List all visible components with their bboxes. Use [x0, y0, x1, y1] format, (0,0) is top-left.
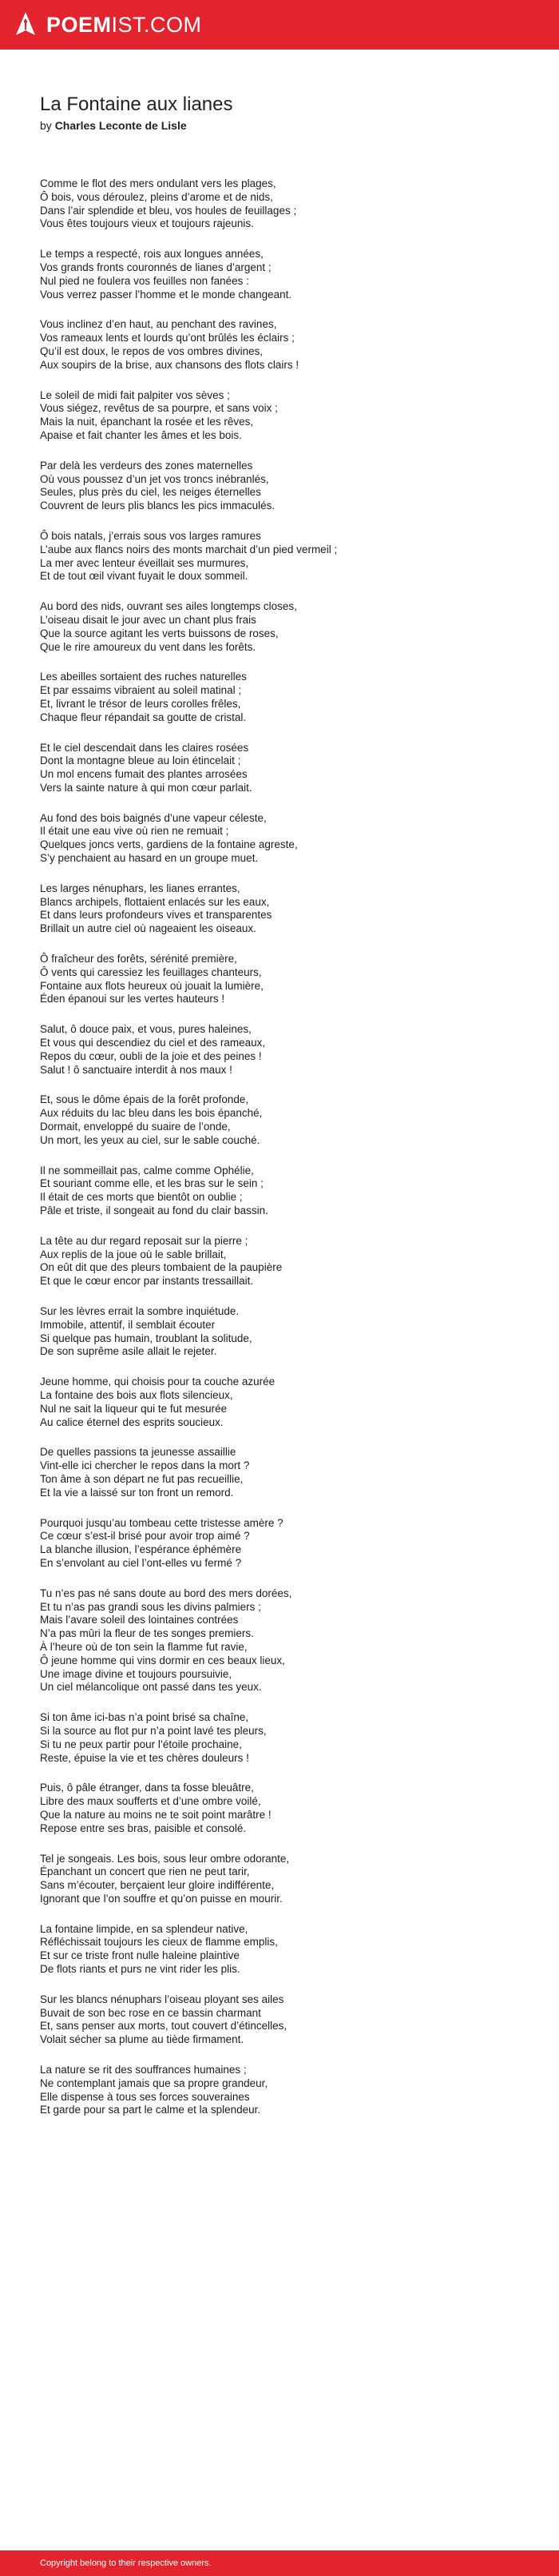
- stanza: [40, 953, 535, 1006]
- poem-line: En s’envolant au ciel l’ont-elles vu fermé ?: [40, 1556, 242, 1569]
- stanza: [40, 1711, 535, 1765]
- stanza: [40, 742, 535, 795]
- poem-line: Fontaine aux flots heureux où jouait la lumière,: [40, 979, 264, 992]
- stanza: [40, 2064, 535, 2117]
- poem-line: Les larges nénuphars, les lianes errantes,: [40, 882, 240, 894]
- poem-line: Vous inclinez d’en haut, au penchant des ravines,: [40, 318, 277, 331]
- poem-line: Dormait, enveloppé du suaire de l’onde,: [40, 1121, 231, 1133]
- poem-line: On eût dit que des pleurs tombaient de la paupière: [40, 1261, 283, 1274]
- poem-line: Le temps a respecté, rois aux longues années,: [40, 248, 264, 261]
- poem-line: Ton âme à son départ ne fut pas recueillie,: [40, 1472, 244, 1485]
- poem-line: Il ne sommeillait pas, calme comme Ophélie,: [40, 1164, 254, 1177]
- poem-line: Blancs archipels, flottaient enlacés sur les eaux,: [40, 895, 270, 908]
- poem-line: Sur les blancs nénuphars l’oiseau ployant ses ailes: [40, 1993, 284, 2005]
- poem-line: Puis, ô pâle étranger, dans ta fosse bleuâtre,: [40, 1782, 254, 1794]
- poem-line: Une image divine et toujours poursuivie,: [40, 1667, 232, 1680]
- poem-line: Nul ne sait la liqueur qui te fut mesurée: [40, 1402, 228, 1415]
- stanza: [40, 600, 535, 654]
- stanza: [40, 1993, 535, 2047]
- poem-line: Vos rameaux lents et lourds qu’ont brûlés les éclairs ;: [40, 332, 295, 344]
- poem-line: Comme le flot des mers ondulant vers les plages,: [40, 177, 276, 189]
- stanza: [40, 248, 535, 301]
- poem-line: Ô fraîcheur des forêts, sérénité première,: [40, 953, 237, 966]
- poem-line: Le soleil de midi fait palpiter vos sèves ;: [40, 388, 230, 401]
- poem-line: Brillait un autre ciel où nageaient les oiseaux.: [40, 922, 256, 935]
- poem-line: Couvrent de leurs plis blancs les pics immaculés.: [40, 500, 276, 512]
- stanza: [40, 530, 535, 583]
- poem-line: Au fond des bois baignés d’une vapeur céleste,: [40, 811, 267, 824]
- poem-line: Apaise et fait chanter les âmes et les bois.: [40, 428, 242, 441]
- poem-line: Chaque fleur répandait sa goutte de cristal.: [40, 711, 247, 723]
- site-name: POEMIST.COM: [46, 13, 202, 37]
- poem-line: La tête au dur regard reposait sur la pierre ;: [40, 1234, 248, 1247]
- poem-line: Vous verrez passer l’homme et le monde changeant.: [40, 288, 292, 301]
- stanza: [40, 1376, 535, 1429]
- poem-line: Tu n’es pas né sans doute au bord des mers dorées,: [40, 1587, 292, 1599]
- poem-line: L’aube aux flancs noirs des monts marchait d’un pied vermeil ;: [40, 543, 338, 555]
- poem-line: L’oiseau disait le jour avec un chant plus frais: [40, 613, 256, 626]
- poem-line: Sur les lèvres errait la sombre inquiétude.: [40, 1305, 240, 1317]
- poem-line: Dans l’air splendide et bleu, vos houles de feuillages ;: [40, 204, 297, 217]
- poem-line: Réfléchissait toujours les cieux de flamme emplis,: [40, 1936, 278, 1949]
- poem-line: Salut ! ô sanctuaire interdit à nos maux !: [40, 1063, 232, 1076]
- poem-line: Et garde pour sa part le calme et la splendeur.: [40, 2104, 261, 2116]
- poem-line: Et sur ce triste front nulle haleine plaintive: [40, 1949, 240, 1962]
- copyright-text: Copyright belong to their respective owners.: [40, 2558, 212, 2568]
- stanza: [40, 1587, 535, 1694]
- pen-nib-icon: [14, 11, 37, 38]
- poem-line: La blanche illusion, l’espérance éphémère: [40, 1543, 242, 1556]
- byline: [40, 118, 187, 133]
- stanza: [40, 460, 535, 513]
- poem-line: Si la source au flot pur n’a point lavé tes pleurs,: [40, 1724, 267, 1737]
- author-link[interactable]: Charles Leconte de Lisle: [54, 119, 187, 132]
- poem-line: Et de tout œil vivant fuyait le doux sommeil.: [40, 570, 248, 583]
- poem-line: Buvait de son bec rose en ce bassin charmant: [40, 2006, 261, 2019]
- poem-line: Et souriant comme elle, et les bras sur le sein ;: [40, 1177, 264, 1190]
- stanza: [40, 1853, 535, 1906]
- poem-line: Jeune homme, qui choisis pour ta couche azurée: [40, 1376, 276, 1388]
- poem-line: Vous siégez, revêtus de sa pourpre, et sans voix ;: [40, 402, 278, 415]
- poem-body: [40, 177, 535, 2134]
- poem-title: La Fontaine aux lianes: [40, 94, 233, 115]
- stanza: [40, 1517, 535, 1571]
- poem-line: La nature se rit des souffrances humaines ;: [40, 2064, 247, 2076]
- poem-line: Reste, épuise la vie et tes chères douleurs !: [40, 1751, 249, 1764]
- poem-line: Vers la sainte nature à qui mon cœur parlait.: [40, 781, 252, 794]
- stanza: [40, 389, 535, 443]
- poem-line: Volait sécher sa plume au tiède firmament.: [40, 2033, 244, 2046]
- poem-line: Ô bois, vous déroulez, pleins d’arome et de nids,: [40, 190, 273, 203]
- poem-line: Ce cœur s’est-il brisé pour avoir trop aimé ?: [40, 1530, 250, 1543]
- poem-line: De son suprême asile allait le rejeter.: [40, 1345, 217, 1358]
- poem-line: Ignorant que l’on souffre et qu’on puisse en mourir.: [40, 1892, 283, 1905]
- stanza: [40, 1165, 535, 1218]
- poem-line: Un mort, les yeux au ciel, sur le sable couché.: [40, 1133, 260, 1146]
- stanza: [40, 1305, 535, 1359]
- stanza: [40, 812, 535, 866]
- poem-line: Ô vents qui caressiez les feuillages chanteurs,: [40, 966, 262, 978]
- poem-line: Repose entre ses bras, paisible et consolé.: [40, 1822, 247, 1834]
- poem-line: Par delà les verdeurs des zones maternelles: [40, 459, 253, 472]
- poem-line: De flots riants et purs ne vint rider les plis.: [40, 1963, 240, 1976]
- poem-line: Salut, ô douce paix, et vous, pures haleines,: [40, 1023, 252, 1036]
- poem-line: Au calice éternel des esprits soucieux.: [40, 1415, 224, 1428]
- stanza: [40, 1235, 535, 1288]
- poem-line: Un ciel mélancolique ont passé dans tes yeux.: [40, 1681, 262, 1694]
- poem-line: Et, livrant le trésor de leurs corolles frêles,: [40, 697, 241, 710]
- poem-line: Vous êtes toujours vieux et toujours rajeunis.: [40, 217, 254, 230]
- poem-line: Et que le cœur encor par instants tressaillait.: [40, 1275, 254, 1288]
- poem-line: Vint-elle ici chercher le repos dans la mort ?: [40, 1459, 250, 1472]
- poem-line: À l’heure où de ton sein la flamme fut ravie,: [40, 1640, 248, 1653]
- poem-line: Pourquoi jusqu’au tombeau cette tristesse amère ?: [40, 1516, 283, 1529]
- poem-line: La mer avec lenteur éveillait ses murmures,: [40, 556, 249, 569]
- poem-line: Un mol encens fumait des plantes arrosées: [40, 768, 248, 781]
- poem-line: Et vous qui descendiez du ciel et des rameaux,: [40, 1037, 266, 1049]
- poem-line: Où vous poussez d’un jet vos troncs inébranlés,: [40, 472, 269, 485]
- poem-line: Libre des maux soufferts et d’une ombre voilé,: [40, 1795, 261, 1808]
- poem-line: Ne contemplant jamais que sa propre grandeur,: [40, 2076, 268, 2089]
- poem-line: Il était une eau vive où rien ne remuait ;: [40, 825, 229, 838]
- poem-line: Immobile, attentif, il semblait écouter: [40, 1318, 216, 1331]
- stanza: [40, 1782, 535, 1835]
- poem-line: Seules, plus près du ciel, les neiges éternelles: [40, 486, 261, 499]
- poem-line: Au bord des nids, ouvrant ses ailes longtemps closes,: [40, 600, 297, 613]
- poem-line: Mais l’avare soleil des lointaines contrées: [40, 1614, 239, 1626]
- poem-line: Les abeilles sortaient des ruches naturelles: [40, 671, 247, 683]
- poem-line: Et, sous le dôme épais de la forêt profonde,: [40, 1093, 249, 1106]
- poem-line: Quelques joncs verts, gardiens de la fontaine agreste,: [40, 838, 298, 851]
- top-bar: [0, 0, 559, 50]
- poem-line: Éden épanoui sur les vertes hauteurs !: [40, 993, 225, 1005]
- poem-line: Que la source agitant les verts buissons de roses,: [40, 627, 279, 639]
- poem-line: Et le ciel descendait dans les claires rosées: [40, 741, 249, 754]
- poem-line: La fontaine des bois aux flots silencieux,: [40, 1388, 233, 1401]
- footer-bar: [0, 2550, 559, 2576]
- poem-line: Et, sans penser aux morts, tout couvert d’étincelles,: [40, 2020, 287, 2033]
- poem-line: Vos grands fronts couronnés de lianes d’argent ;: [40, 261, 272, 273]
- stanza: [40, 671, 535, 724]
- poem-line: Aux soupirs de la brise, aux chansons des flots clairs !: [40, 358, 299, 371]
- poem-line: Qu’il est doux, le repos de vos ombres divines,: [40, 344, 264, 357]
- poem-line: Et la vie a laissé sur ton front un remord.: [40, 1486, 234, 1499]
- poem-line: Ô bois natals, j’errais sous vos larges ramures: [40, 529, 261, 542]
- poem-line: N’a pas mûri la fleur de tes songes premiers.: [40, 1627, 254, 1640]
- poem-line: Dont la montagne bleue au loin étincelait ;: [40, 754, 241, 767]
- poem-line: Il était de ces morts que bientôt on oublie ;: [40, 1191, 243, 1204]
- poem-line: Que la nature au moins ne te soit point marâtre !: [40, 1808, 272, 1821]
- stanza: [40, 1093, 535, 1147]
- poem-line: Tel je songeais. Les bois, sous leur ombre odorante,: [40, 1852, 290, 1865]
- poem-line: Et par essaims vibraient au soleil matinal ;: [40, 684, 242, 697]
- poem-line: Aux replis de la joue où le sable brillait,: [40, 1248, 227, 1260]
- stanza: [40, 1446, 535, 1499]
- poem-line: S’y penchaient au hasard en un groupe muet.: [40, 852, 259, 865]
- byline-prefix: by: [40, 119, 55, 132]
- poem-line: Mais la nuit, épanchant la rosée et les rêves,: [40, 416, 254, 428]
- poem-line: De quelles passions ta jeunesse assaillie: [40, 1446, 236, 1459]
- poem-line: Sans m’écouter, berçaient leur gloire indifférente,: [40, 1879, 275, 1892]
- poem-line: Et dans leurs profondeurs vives et transparentes: [40, 909, 272, 922]
- poem-line: Si quelque pas humain, troublant la solitude,: [40, 1332, 252, 1344]
- poem-line: Elle dispense à tous ses forces souveraines: [40, 2090, 250, 2103]
- poem-line: Si ton âme ici-bas n’a point brisé sa chaîne,: [40, 1711, 249, 1724]
- poem-line: Que le rire amoureux du vent dans les forêts.: [40, 640, 256, 653]
- poem-line: Repos du cœur, oubli de la joie et des peines !: [40, 1049, 262, 1062]
- poem-line: Pâle et triste, il songeait au fond du clair bassin.: [40, 1204, 268, 1217]
- poem-line: Et tu n’as pas grandi sous les divins palmiers ;: [40, 1600, 261, 1613]
- stanza: [40, 177, 535, 231]
- stanza: [40, 1923, 535, 1977]
- poem-line: Épanchant un concert que rien ne peut tarir,: [40, 1865, 250, 1878]
- stanza: [40, 882, 535, 936]
- poem-line: Nul pied ne foulera vos feuilles non fanées :: [40, 274, 249, 287]
- stanza: [40, 1023, 535, 1077]
- poem-line: Aux réduits du lac bleu dans les bois épanché,: [40, 1107, 263, 1120]
- poem-line: Ô jeune homme qui vins dormir en ces beaux lieux,: [40, 1654, 285, 1666]
- poem-line: La fontaine limpide, en sa splendeur native,: [40, 1922, 248, 1935]
- stanza: [40, 318, 535, 372]
- poem-line: Si tu ne peux partir pour l’étoile prochaine,: [40, 1738, 242, 1750]
- site-logo[interactable]: [14, 8, 202, 42]
